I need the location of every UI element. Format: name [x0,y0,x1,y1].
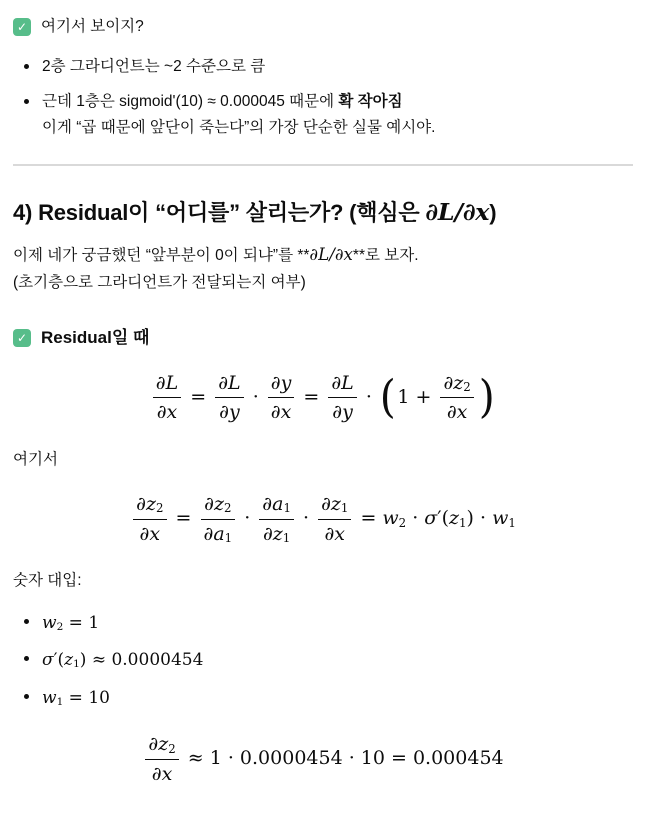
bullet-text [42,89,435,142]
label-substitution: 숫자 대입: [13,572,82,590]
residual-subheading-title: Residual일 때 [41,328,150,348]
divider [13,164,633,166]
bullet-text-pre: 근데 1층은 sigmoid'(10) ≈ 0.000045 때문에 [42,93,339,111]
list-item [24,684,633,713]
equation-dz2-dx-chain: $\frac{\partial z2}{\partial x}$ = $\frac{\partial z2}{\partial a1}$ · $\frac{\partial a1}{\partial z1}$ · $\frac{\partial z1}{\partial x}$ = w2 · σ′(z1) · w1 [13,492,633,546]
list-item [24,54,633,80]
check-glyph: ✓ [16,330,28,345]
paragraph-line2: (초기층으로 그라디언트가 전달되는지 여부) [13,274,306,292]
intro-bullet-list [13,54,633,142]
heading-inline-math: ∂L/∂x [425,197,490,226]
bullet-text: 2층 그라디언트는 ~2 수준으로 큼 [42,57,266,75]
paragraph-post: **로 보자. [352,246,419,264]
value-sigma-prime: σ′(z1) ≈ 0.0000454 [42,650,204,671]
value-w1: w1 = 10 [42,688,110,709]
residual-subheading [13,324,633,351]
intro-note [13,15,633,40]
equation-dL-dx: $\frac{\partial L}{\partial x}$ = $\frac{\partial L}{\partial y}$ · $\frac{\partial y}{\partial x}$ = $\frac{\partial L}{\partial y}$ · (1 + $\frac{\partial z2}{\partial x}$ ) [13,371,633,425]
bullet-icon [24,619,29,624]
paragraph-inline-math: ∂L/∂x [309,243,353,264]
label-here: 여기서 [13,450,58,468]
heading-text: 4) Residual이 “어디를” 살리는가? (핵심은 [13,199,426,225]
list-item [24,89,633,142]
heading-text-post: ) [489,199,497,225]
paragraph-pre: 이제 네가 궁금했던 “앞부분이 0이 되냐”를 ** [13,246,310,264]
bullet-icon [24,656,29,661]
value-list [13,609,633,714]
bullet-icon [24,694,29,699]
bullet-text-bold: 확 작아짐 [338,93,403,111]
value-w2: w2 = 1 [42,612,100,633]
check-icon [13,329,31,347]
check-icon [13,18,31,36]
intro-title: 여기서 보이지? [41,18,144,35]
section-heading [13,196,633,228]
list-item [24,609,633,638]
check-glyph: ✓ [16,20,28,35]
list-item [24,646,633,675]
bullet-text-line2: 이게 “곱 때문에 앞단이 죽는다”의 가장 단순한 실물 예시야. [42,119,436,137]
bullet-icon [24,64,29,69]
paragraph [13,240,633,296]
equation-result: $\frac{\partial z2}{\partial x}$ ≈ 1 · 0.0000454 · 10 = 0.000454 [13,732,633,786]
bullet-icon [24,99,29,104]
